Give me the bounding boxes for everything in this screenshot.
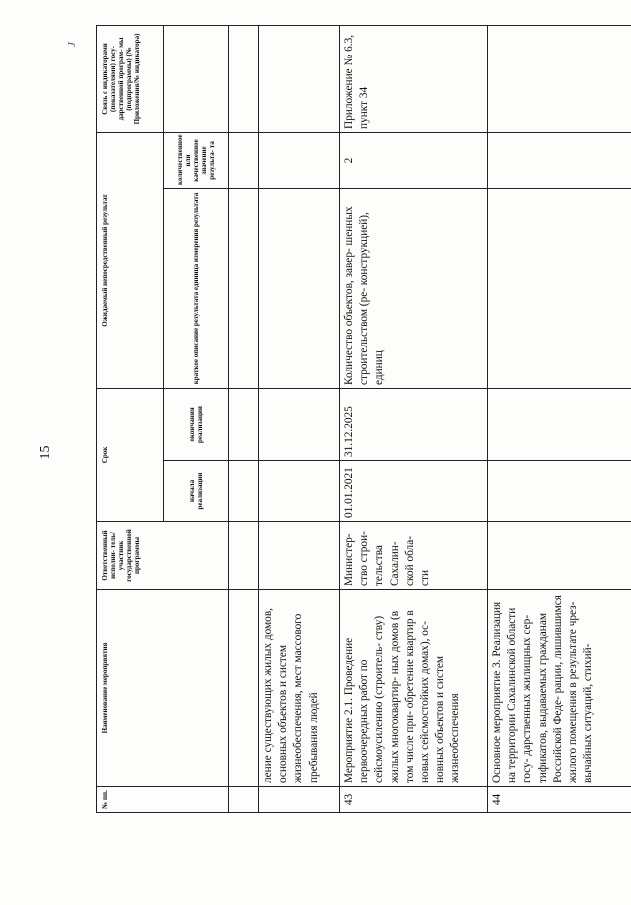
row-num (259, 787, 340, 813)
row-name: ление существующих жилых домов, основных объектов и систем жизнеобеспечения, мест массового пребывания людей (259, 590, 340, 787)
header-spacer-row (229, 25, 259, 812)
table-row (340, 25, 488, 812)
row-name: Мероприятие 2.1. Проведение первоочередных работ по сейсмоусилению (строитель- ству) жилых многоквартир- ных домов (в том числе при- обретение квартир в новых сейсмостойких домах), ос- новных объектов и систем жизнеобеспечения (340, 590, 488, 787)
scan-mark: J (66, 42, 78, 47)
row-link (259, 25, 340, 132)
row-result-desc (488, 188, 631, 388)
row-start (259, 461, 340, 522)
row-responsible: Министер- ство строи- тельства Сахалин- ской обла- сти (340, 522, 488, 590)
row-name: Основное мероприятие 3. Реализация на территории Сахалинской области госу- дарственных жилищных сер- тификатов, выдаваемых гражданам Российской Феде- рации, лишившимся жилого помещения в результате чрез- вычайных ситуаций, стихий- (488, 590, 631, 787)
row-end (259, 388, 340, 460)
header-term-end: окончания реализации (164, 388, 229, 460)
row-link: Приложение № 6.3, пункт 34 (340, 25, 488, 132)
row-end: 31.12.2025 (340, 388, 488, 460)
header-num: № пп. (97, 787, 229, 813)
row-link (488, 25, 631, 132)
row-start: 01.01.2021 (340, 461, 488, 522)
row-num: 44 (488, 787, 631, 813)
header-link: Связь с индикаторами (показателями) госу- дарственной програм- мы (подпрограммы) (№ Приложения/№ индикатора) (97, 25, 164, 132)
table-row (488, 25, 631, 812)
header-link-spacer (164, 25, 229, 132)
header-result-value: количественное или качественное значение результа- та (164, 132, 229, 188)
program-table (96, 25, 631, 813)
table-row (259, 25, 340, 812)
row-result-value (259, 132, 340, 188)
row-num: 43 (340, 787, 488, 813)
header-term-start: начала реализации (164, 461, 229, 522)
row-result-desc (259, 188, 340, 388)
row-result-value: 2 (340, 132, 488, 188)
row-responsible (259, 522, 340, 590)
page-number: 15 (38, 445, 53, 460)
header-term: Срок (97, 388, 164, 521)
row-result-value (488, 132, 631, 188)
row-end (488, 388, 631, 460)
row-result-desc: Количество объектов, завер- шенных строительством (ре- конструкцией), единиц (340, 188, 488, 388)
row-responsible (488, 522, 631, 590)
header-result: Ожидаемый непосредственный результат (97, 132, 164, 388)
header-name: Наименование мероприятия (97, 590, 229, 787)
row-start (488, 461, 631, 522)
header-responsible: Ответственный исполни- тель/участник государственной программы (97, 522, 229, 590)
header-result-desc: краткое описание результата единица измерения результата (164, 188, 229, 388)
